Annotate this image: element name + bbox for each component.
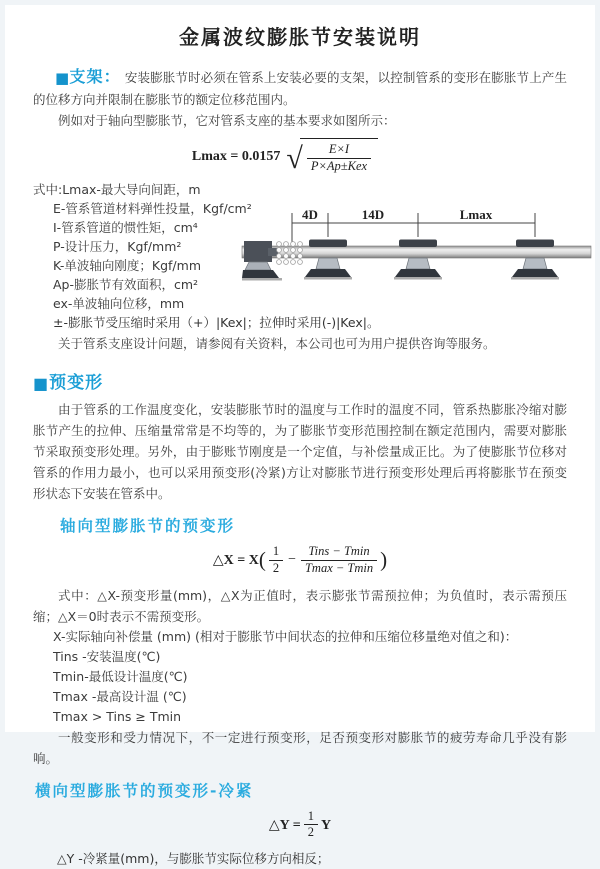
guide-spacing-formula xyxy=(33,138,537,174)
half-num: 1 xyxy=(269,544,283,561)
predeform-section-heading xyxy=(33,368,567,393)
definitions-and-diagram xyxy=(33,180,567,313)
plus-minus-note: ±-膨胀节受压缩时采用（+）|Kex|；拉伸时采用(-)|Kex|。 xyxy=(53,315,380,331)
formula-lhs: Lmax = 0.0157 xyxy=(191,148,281,164)
lateral-subheading: 横向型膨胀节的预变形-冷紧 xyxy=(35,781,254,800)
dimension-lines xyxy=(292,213,535,242)
half-den: 2 xyxy=(307,825,314,840)
half-den: 2 xyxy=(272,560,280,575)
guide-support-1 xyxy=(304,240,352,280)
lateral-formula-rhs: Y xyxy=(320,817,332,833)
half-fraction xyxy=(269,544,283,576)
definition-line: Tmax > Tins ≥ Tmin xyxy=(53,708,182,724)
section-square-icon: ■ xyxy=(33,374,50,394)
axial-definitions-list xyxy=(33,627,567,727)
open-paren: ( xyxy=(258,547,266,572)
support-example-line: 例如对于轴向型膨胀节，它对管系支座的基本要求如图所示： xyxy=(58,113,396,128)
definition-line: Tmax -最高设计温 (℃) xyxy=(53,688,187,704)
guide-support-3 xyxy=(511,240,559,280)
axial-formula-explain: 式中：△X-预变形量(mm)，△X为正值时，表示膨张节需预拉伸；为负值时，表示需预压缩；△X＝0时表示不需预变形。 xyxy=(33,587,567,624)
support-intro-paragraph xyxy=(33,66,567,110)
dim-label-lmax: Lmax xyxy=(459,207,493,223)
definition-line: Tmin-最低设计温度(℃) xyxy=(53,668,188,684)
predeform-paragraph: 由于管系的工作温度变化，安装膨胀节时的温度与工作时的温度不同，管系热膨胀冷缩对膨胀节产生的拉伸、压缩量常常是不均等的，为了膨胀节变形范围控制在额定范围内，需要对膨胀节采取预变形处理。另外，由于膨账节刚度是一个定值，与补偿量成正比。为了使膨胀节位移对管系的作用力最小，也可以采用预变形(冷紧)方让对膨胀节进行预变形处理后再将膨胀节在预变形状态下安装在管系中。 xyxy=(33,402,567,502)
definition-line: X-实际轴向补偿量 (mm) (相对于膨胀节中间状态的拉伸和压缩位移量绝对值之和)： xyxy=(53,628,518,644)
section-square-icon: ■ xyxy=(55,69,70,87)
axial-subheading: 轴向型膨胀节的预变形 xyxy=(60,517,236,536)
definition-line: ex-单波轴向位移，mm xyxy=(53,296,185,312)
axial-formula-lhs: △X = X xyxy=(212,553,259,569)
half-fraction xyxy=(304,809,318,841)
dim-label-14d: 14D xyxy=(361,207,385,223)
temp-den: Tmax − Tmin xyxy=(304,560,374,575)
temp-num: Tins − Tmin xyxy=(301,544,377,561)
sqrt-sign: √ xyxy=(286,142,303,176)
definition-line: Tins -安装温度(℃) xyxy=(53,648,161,664)
lateral-note: △Y -冷紧量(mm)，与膨胀节实际位移方向相反； xyxy=(57,850,330,866)
document-page xyxy=(5,5,595,866)
definition-line: 式中:Lmax-最大导向间距，m xyxy=(33,182,201,198)
page-title: 金属波纹膨胀节安装说明 xyxy=(179,25,421,49)
half-num: 1 xyxy=(304,809,318,826)
axial-note: 一般变形和受力情况下，不一定进行预变形，足否预变形对膨胀节的疲劳寿命几乎没有影响。 xyxy=(33,729,567,766)
definition-line: E-管系管道材料弹性投量，Kgf/cm² xyxy=(53,201,252,217)
definition-line: P-设计压力，Kgf/mm² xyxy=(53,239,182,255)
pipe-support-diagram xyxy=(242,206,592,302)
formula-denominator: P×Ap±Kex xyxy=(310,158,368,173)
definition-line: I-管系管道的惯性矩，cm⁴ xyxy=(53,220,198,236)
lateral-formula-lhs: △Y = xyxy=(268,817,301,833)
support-closing-note: 关于管系支座设计问题，请参阅有关资料，本公司也可为用户提供咨询等服务。 xyxy=(58,336,496,352)
temp-fraction xyxy=(301,544,377,576)
formula-numerator: E×I xyxy=(307,142,371,159)
axial-predeform-formula xyxy=(33,544,567,576)
dim-label-4d: 4D xyxy=(302,207,318,223)
support-section-heading: 支架： xyxy=(69,67,121,86)
guide-support-2 xyxy=(394,240,442,280)
close-paren: ) xyxy=(380,547,388,572)
definition-line: K-单波轴向刚度；Kgf/mm xyxy=(53,258,201,274)
lateral-coldtight-formula xyxy=(33,809,567,841)
predeform-heading-text: 预变形 xyxy=(49,373,104,394)
support-intro-text: 安装膨胀节时必须在管系上安装必要的支架，以控制管系的变形在膨胀节上产生的位移方向并限制在膨胀节的额定位移范围内。 xyxy=(33,70,567,107)
sqrt-radical xyxy=(286,138,378,174)
definition-line: Ap-膨胀节有效面积，cm² xyxy=(53,277,199,293)
minus-sign: − xyxy=(288,552,296,568)
